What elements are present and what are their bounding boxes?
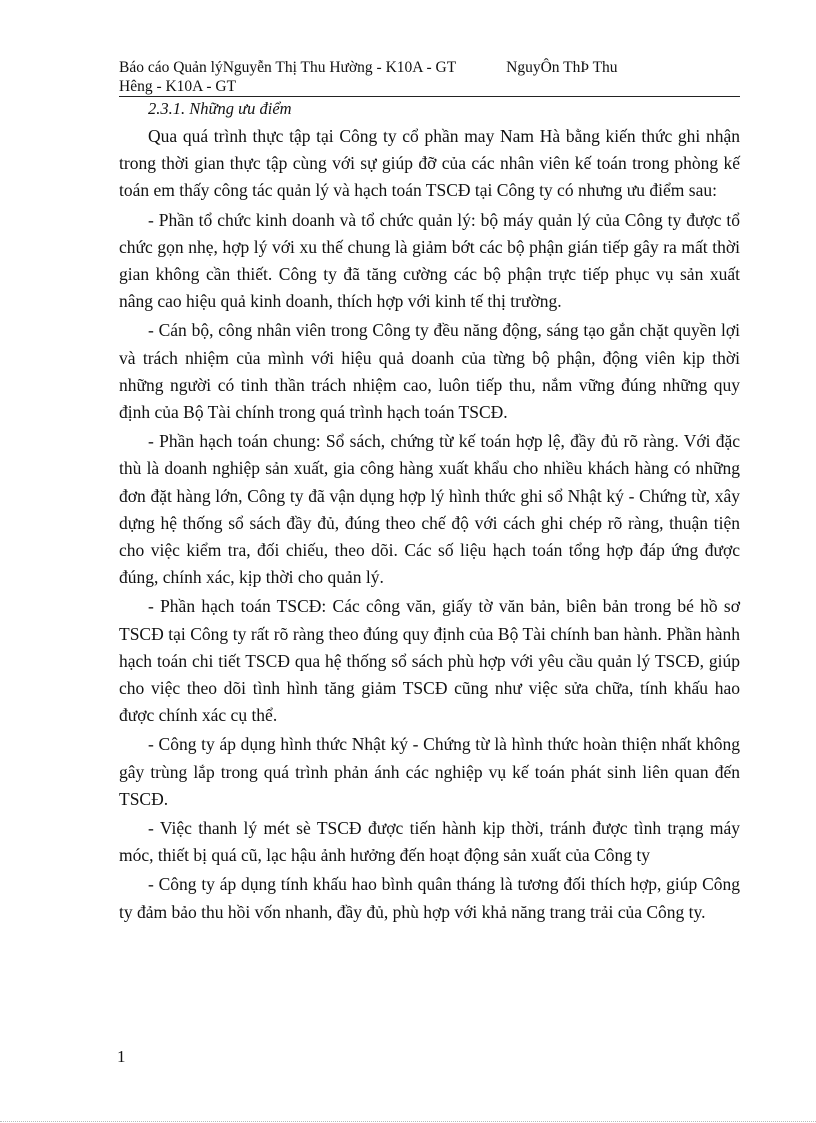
page-number: 1 [117, 1047, 126, 1066]
header-line2: Hêng - K10A - GT [119, 78, 237, 95]
paragraph: - Phần hạch toán TSCĐ: Các công văn, giấy tờ văn bản, biên bản trong bé hồ sơ TSCĐ tại Công ty rất rõ ràng theo đúng quy định của Bộ Tài chính ban hành. Phần hành hạch toán chi tiết TSCĐ qua hệ thống sổ sách phù hợp với yêu cầu quản lý TSCĐ, giúp cho việc theo dõi tình hình tăng giảm TSCĐ cũng như việc sửa chữa, tính khấu hao được chính xác cụ thể. [119, 596, 740, 726]
paragraph: - Phần tổ chức kinh doanh và tổ chức quản lý: bộ máy quản lý của Công ty được tổ chức gọn nhẹ, hợp lý với xu thế chung là giảm bớt các bộ phận gián tiếp gây ra mất thời gian không cần thiết. Công ty đã tăng cường các bộ phận trực tiếp phục vụ sản xuất nâng cao hiệu quả kinh doanh, thích hợp với kinh tế thị trường. [119, 209, 740, 312]
paragraph: - Công ty áp dụng tính khấu hao bình quân tháng là tương đối thích hợp, giúp Công ty đảm bảo thu hồi vốn nhanh, đầy đủ, phù hợp với khả năng trang trải của Công ty. [119, 874, 740, 922]
header-right: NguyÔn ThÞ Thu [506, 59, 618, 76]
page-header [119, 58, 739, 96]
paragraph: - Cán bộ, công nhân viên trong Công ty đều năng động, sáng tạo gắn chặt quyền lợi và trách nhiệm của mình với hiệu quả doanh của từng bộ phận, động viên kịp thời những người có tinh thần trách nhiệm cao, luôn tiếp thu, nắm vững đúng những quy định của Bộ Tài chính trong quá trình hạch toán TSCĐ. [119, 320, 740, 423]
header-rule [119, 96, 740, 97]
paragraph: - Phần hạch toán chung: Sổ sách, chứng từ kế toán hợp lệ, đầy đủ rõ ràng. Với đặc thù là doanh nghiệp sản xuất, gia công hàng xuất khẩu cho nhiều khách hàng có những đơn đặt hàng lớn, Công ty đã vận dụng hợp lý hình thức ghi sổ Nhật ký - Chứng từ, xây dựng hệ thống sổ sách đầy đủ, đúng theo chế độ với cách ghi chép rõ ràng, thuận tiện cho việc kiểm tra, đối chiếu, theo dõi. Các số liệu hạch toán tổng hợp đáp ứng được đúng, chính xác, kịp thời cho quản lý. [119, 431, 740, 588]
paragraph: - Công ty áp dụng hình thức Nhật ký - Chứng từ là hình thức hoàn thiện nhất không gây trùng lắp trong quá trình phản ánh các nghiệp vụ kế toán phát sinh liên quan đến TSCĐ. [119, 734, 740, 809]
paragraph: - Việc thanh lý mét sè TSCĐ được tiến hành kịp thời, tránh được tình trạng máy móc, thiết bị quá cũ, lạc hậu ảnh hưởng đến hoạt động sản xuất của Công ty [119, 818, 740, 866]
page-bottom-edge [0, 1121, 816, 1122]
section-title: 2.3.1. Những ưu điểm [148, 99, 292, 118]
body-text [119, 123, 740, 928]
paragraph: Qua quá trình thực tập tại Công ty cổ phần may Nam Hà bằng kiến thức ghi nhận trong thời gian thực tập cùng với sự giúp đỡ của các nhân viên kế toán trong phòng kế toán em thấy công tác quản lý và hạch toán TSCĐ tại Công ty có nhưng ưu điểm sau: [119, 126, 740, 201]
header-left: Báo cáo Quản lýNguyễn Thị Thu Hường - K10A - GT [119, 59, 457, 76]
